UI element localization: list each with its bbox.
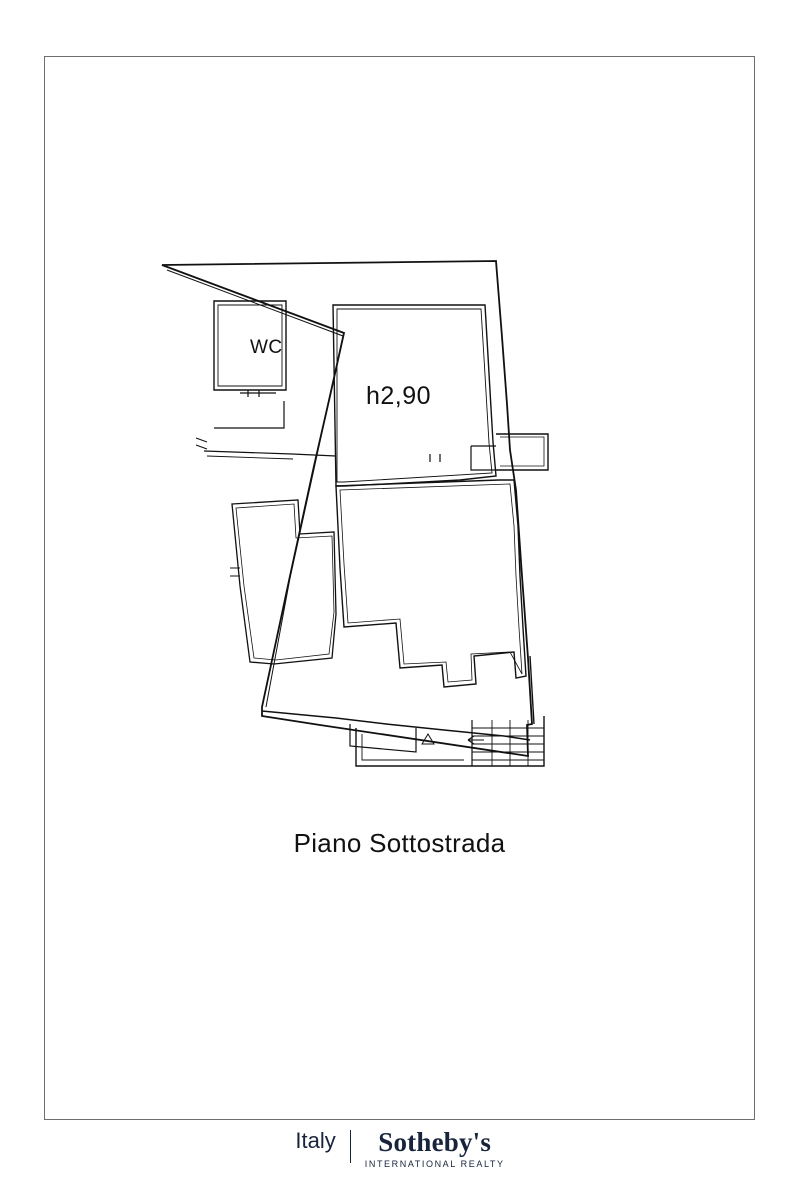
logo-country-label: Italy [295, 1128, 336, 1153]
logo-brand-name: Sotheby's [378, 1127, 492, 1157]
logo-text-block [351, 1128, 505, 1169]
plan-drawing-area [44, 56, 755, 1120]
footer-branding [0, 1128, 800, 1190]
floor-plan-title: Piano Sottostrada [293, 828, 506, 858]
floor-plan-drawing [44, 56, 755, 1120]
ceiling-height-label: h2,90 [366, 382, 432, 410]
sothebys-logo [295, 1128, 504, 1169]
logo-brand-tagline: INTERNATIONAL REALTY [364, 1159, 505, 1170]
room-label-wc: WC [250, 337, 283, 358]
